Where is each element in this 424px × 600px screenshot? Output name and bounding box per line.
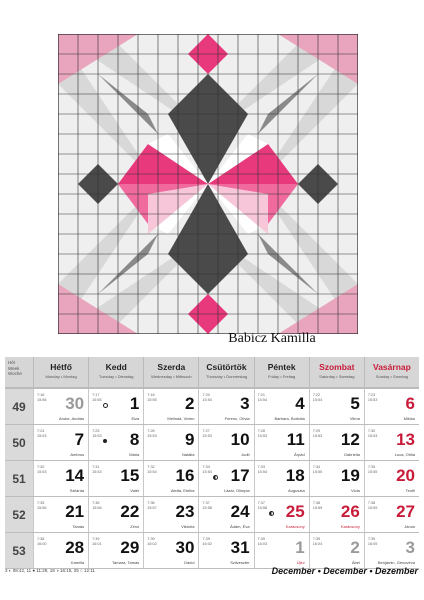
sunrise-time: 7:37 (257, 501, 265, 505)
sunrise-time: 7:28 (257, 429, 265, 433)
sunrise-time: 7:27 (202, 429, 210, 433)
name-day: Karácsony (340, 524, 360, 529)
day-number: 23 (175, 502, 195, 521)
sunset-time: 15:53 (367, 434, 378, 438)
name-day: Újév (296, 560, 305, 565)
day-header-wed (143, 357, 198, 387)
day-cell (364, 461, 419, 496)
day-number: 3 (240, 394, 250, 413)
sun-times (92, 429, 102, 439)
sunset-time: 16:01 (92, 542, 102, 546)
day-cell (198, 425, 253, 460)
artwork-drawing (58, 34, 358, 334)
day-cell (143, 533, 198, 568)
day-name-translation: Monday • Montag (45, 374, 77, 379)
sun-times (147, 537, 157, 547)
week-number: 50 (5, 425, 33, 460)
day-number: 9 (184, 430, 195, 449)
sunset-time: 15:53 (257, 434, 268, 438)
sunrise-time: 7:17 (92, 393, 100, 397)
day-number: 4 (295, 394, 305, 413)
day-number: 11 (286, 430, 305, 449)
day-cell (88, 533, 143, 568)
day-cell (198, 461, 253, 496)
sunset-time: 15:55 (312, 470, 323, 474)
sunset-time: 15:53 (147, 434, 157, 438)
day-number: 18 (285, 466, 305, 485)
sun-times (92, 465, 102, 475)
sun-times (313, 537, 323, 547)
name-day: Kamilla (71, 560, 85, 565)
sun-times (202, 537, 212, 547)
name-day: Szilveszter (230, 560, 250, 565)
name-day: Gabriella (343, 452, 360, 457)
sun-times (147, 429, 157, 439)
sunset-time: 15:54 (147, 470, 157, 474)
day-cell (143, 461, 198, 496)
day-cell (88, 497, 143, 532)
sun-times (313, 393, 323, 403)
day-number: 21 (65, 502, 85, 521)
sunset-time: 16:04 (312, 542, 323, 546)
day-number: 3 (405, 538, 415, 557)
name-day: Barbara, Borbála (274, 416, 305, 421)
day-number: 14 (65, 466, 85, 485)
sun-times (258, 429, 268, 439)
day-cell (364, 425, 419, 460)
day-cell (254, 389, 309, 424)
name-day: Zénó (130, 524, 140, 529)
day-number: 17 (230, 466, 250, 485)
day-header-sat (309, 357, 364, 387)
sunrise-time: 7:36 (92, 501, 100, 505)
sunrise-time: 7:38 (312, 501, 321, 505)
sunrise-time: 7:39 (92, 537, 100, 541)
sunset-time: 15:59 (312, 506, 323, 510)
day-name-translation: Sunday • Sonntag (375, 374, 408, 379)
name-day: Luca, Otília (394, 452, 415, 457)
day-number: 19 (340, 466, 360, 485)
day-header-mon (33, 357, 88, 387)
day-cell (33, 497, 88, 532)
sunset-time: 15:54 (257, 398, 268, 402)
day-number: 5 (350, 394, 360, 413)
day-cell (198, 389, 253, 424)
sun-times (258, 393, 268, 403)
name-day: Aletta, Etelka (170, 488, 195, 493)
name-day: Tamás (72, 524, 85, 529)
sunset-time: 15:56 (92, 506, 102, 510)
sunset-time: 15:53 (92, 434, 102, 438)
day-cell (309, 389, 364, 424)
sun-times (92, 393, 102, 403)
day-name: Csütörtök (206, 362, 247, 372)
day-cell (88, 425, 143, 460)
sun-times (313, 429, 323, 439)
sunset-time: 15:57 (147, 506, 157, 510)
sunset-time: 15:54 (202, 398, 212, 402)
artwork-fills (58, 34, 358, 334)
sun-times (258, 537, 268, 547)
name-day: Natália (181, 452, 195, 457)
sunrise-time: 7:35 (37, 501, 45, 505)
moon-phases-legend: 3 ◐ 08:42, 11 ● 11:29, 18 ◑ 16:15, 25 ○ 12:11 (5, 568, 95, 573)
sunset-time: 15:56 (37, 506, 47, 510)
sunset-time: 15:54 (312, 398, 323, 402)
day-number: 27 (396, 502, 415, 521)
name-day: Benjámin, Genovéva (377, 560, 415, 565)
day-cell (198, 497, 253, 532)
calendar-header (5, 357, 419, 389)
day-name: Szerda (157, 362, 186, 372)
day-name: Vasárnap (373, 362, 411, 372)
week-row (5, 533, 419, 569)
sunrise-time: 7:39 (147, 537, 155, 541)
day-number: 6 (405, 394, 415, 413)
sunset-time: 16:05 (367, 542, 378, 546)
day-header-fri (254, 357, 309, 387)
name-day: Ambrus (70, 452, 85, 457)
sun-times (147, 501, 157, 511)
week-number: 49 (5, 389, 33, 424)
sunset-time: 15:54 (202, 470, 212, 474)
day-cell (309, 461, 364, 496)
day-cell (33, 533, 88, 568)
day-cell (364, 533, 419, 568)
day-name-translation: Thursday • Donnerstag (206, 374, 247, 379)
sun-times (37, 537, 47, 547)
day-number: 28 (65, 538, 85, 557)
day-cell (143, 425, 198, 460)
month-title: December • December • Dezember (271, 566, 418, 576)
sunset-time: 15:53 (312, 434, 323, 438)
sunset-time: 16:03 (257, 542, 268, 546)
sun-times (147, 393, 157, 403)
day-number: 24 (230, 502, 250, 521)
sunrise-time: 7:20 (202, 393, 210, 397)
sunset-time: 15:53 (37, 434, 47, 438)
sunset-time: 15:55 (92, 398, 102, 402)
sunrise-time: 7:30 (37, 465, 45, 469)
name-day: Árpád (294, 452, 305, 457)
name-day: Auguszta (288, 488, 305, 493)
sunset-time: 15:55 (147, 398, 157, 402)
name-day: Elza (131, 416, 140, 421)
day-name-translation: Wednesday • Mittwoch (151, 374, 192, 379)
sunset-time: 15:59 (367, 506, 378, 510)
name-day: Tamara, Tamás (112, 560, 140, 565)
day-name: Kedd (105, 362, 127, 372)
moon-phase-icon (103, 439, 107, 443)
sunrise-time: 7:24 (37, 429, 45, 433)
day-number: 8 (129, 430, 140, 449)
sun-times (313, 465, 323, 475)
day-cell (254, 497, 309, 532)
sunrise-time: 7:23 (367, 393, 376, 397)
moon-phase-icon (103, 403, 108, 408)
sun-times (202, 465, 212, 475)
sun-times (92, 501, 102, 511)
day-number: 1 (295, 538, 305, 557)
day-cell (33, 425, 88, 460)
sunrise-time: 7:18 (147, 393, 155, 397)
sun-times (368, 429, 378, 439)
name-day: Teofil (405, 488, 415, 493)
sun-times (37, 465, 47, 475)
day-number: 2 (350, 538, 360, 557)
sun-times (37, 393, 47, 403)
name-day: Dávid (184, 560, 195, 565)
sunrise-time: 7:37 (202, 501, 210, 505)
sunset-time: 16:00 (37, 542, 47, 546)
sunrise-time: 7:29 (312, 429, 321, 433)
day-cell (198, 533, 253, 568)
day-cell (254, 461, 309, 496)
sunset-time: 15:53 (37, 470, 47, 474)
sunset-time: 16:02 (147, 542, 157, 546)
sunrise-time: 7:30 (367, 429, 376, 433)
sunrise-time: 7:39 (312, 537, 321, 541)
day-cell (88, 389, 143, 424)
moon-phase-icon (213, 475, 218, 480)
sunrise-time: 7:33 (257, 465, 265, 469)
day-cell (143, 497, 198, 532)
day-number: 29 (120, 538, 140, 557)
day-number: 30 (65, 394, 85, 413)
day-name-translation: Saturday • Samstag (319, 374, 355, 379)
sunset-time: 16:02 (202, 542, 212, 546)
name-day: Miklós (403, 416, 415, 421)
sunset-time: 15:58 (202, 506, 212, 510)
day-cell (254, 533, 309, 568)
sunrise-time: 7:31 (92, 465, 100, 469)
sunrise-time: 7:21 (257, 393, 265, 397)
name-day: Viola (351, 488, 360, 493)
week-number: 53 (5, 533, 33, 568)
sunset-time: 15:54 (257, 470, 268, 474)
sunset-time: 15:55 (367, 470, 378, 474)
day-cell (254, 425, 309, 460)
week-row (5, 425, 419, 461)
name-day: Vilma (349, 416, 360, 421)
sunrise-time: 7:26 (147, 429, 155, 433)
sunrise-time: 7:32 (147, 465, 155, 469)
sunset-time: 15:56 (37, 398, 47, 402)
sunset-time: 15:53 (367, 398, 378, 402)
day-number: 13 (396, 430, 415, 449)
day-header-thu (198, 357, 253, 387)
name-day: János (404, 524, 415, 529)
sunrise-time: 7:39 (202, 537, 210, 541)
sunrise-time: 7:39 (367, 537, 376, 541)
name-day: Karácsony (285, 524, 305, 529)
day-number: 10 (230, 430, 250, 449)
name-day: Melinda, Vivien (167, 416, 195, 421)
name-day: Ádám, Éva (229, 524, 250, 529)
sunrise-time: 7:36 (147, 501, 155, 505)
day-number: 30 (175, 538, 195, 557)
day-name: Hétfő (50, 362, 72, 372)
name-day: Lázár, Olimpia (223, 488, 250, 493)
day-cell (88, 461, 143, 496)
sunrise-time: 7:33 (202, 465, 210, 469)
sunrise-time: 7:38 (37, 537, 45, 541)
day-name: Péntek (267, 362, 296, 372)
sun-times (368, 393, 378, 403)
sun-times (202, 429, 212, 439)
sun-times (37, 429, 47, 439)
day-cell (364, 389, 419, 424)
week-row (5, 461, 419, 497)
week-row (5, 389, 419, 425)
sun-times (92, 537, 102, 547)
day-number: 16 (175, 466, 195, 485)
sun-times (368, 501, 378, 511)
day-number: 12 (340, 430, 360, 449)
day-number: 22 (120, 502, 140, 521)
day-header-sun (364, 357, 419, 387)
day-cell (143, 389, 198, 424)
day-number: 25 (285, 502, 305, 521)
sunrise-time: 7:22 (312, 393, 321, 397)
day-number: 20 (396, 466, 415, 485)
sunrise-time: 7:34 (312, 465, 321, 469)
day-number: 1 (129, 394, 140, 413)
day-cell (309, 533, 364, 568)
day-header-tue (88, 357, 143, 387)
sunrise-time: 7:38 (367, 501, 376, 505)
day-name: Szombat (319, 362, 355, 372)
sun-times (258, 465, 268, 475)
day-cell (309, 425, 364, 460)
name-day: Andor, András (59, 416, 85, 421)
day-cell (33, 461, 88, 496)
sunset-time: 15:53 (202, 434, 212, 438)
name-day: Ferenc, Olívia (224, 416, 250, 421)
sunrise-time: 7:35 (367, 465, 376, 469)
sun-times (313, 501, 323, 511)
sun-times (202, 501, 212, 511)
moon-phase-icon (269, 511, 274, 516)
sun-times (37, 501, 47, 511)
sun-times (202, 393, 212, 403)
calendar-grid (5, 357, 419, 569)
sunrise-time: 7:16 (37, 393, 45, 397)
day-cell (33, 389, 88, 424)
week-row (5, 497, 419, 533)
name-day: Ábel (351, 560, 360, 565)
sun-times (147, 465, 157, 475)
week-column-header: Hét Week Woche (8, 360, 22, 376)
sun-times (258, 501, 268, 511)
week-number: 51 (5, 461, 33, 496)
name-day: Szilárda (69, 488, 85, 493)
day-cell (364, 497, 419, 532)
week-number: 52 (5, 497, 33, 532)
sunrise-time: 7:25 (92, 429, 100, 433)
day-cell (309, 497, 364, 532)
sun-times (368, 465, 378, 475)
sun-times (368, 537, 378, 547)
day-name-translation: Friday • Freitag (268, 374, 296, 379)
day-number: 2 (184, 394, 195, 413)
artist-name: Babicz Kamilla (228, 331, 316, 346)
day-number: 15 (120, 466, 140, 485)
name-day: Valér (130, 488, 140, 493)
day-number: 26 (340, 502, 360, 521)
sunset-time: 15:53 (92, 470, 102, 474)
name-day: Judit (241, 452, 250, 457)
name-day: Viktória (181, 524, 195, 529)
day-number: 7 (74, 430, 85, 449)
day-name-translation: Tuesday • Dienstag (98, 374, 134, 379)
day-number: 31 (230, 538, 250, 557)
sunrise-time: 7:39 (257, 537, 265, 541)
sunset-time: 15:58 (257, 506, 268, 510)
name-day: Mária (129, 452, 140, 457)
